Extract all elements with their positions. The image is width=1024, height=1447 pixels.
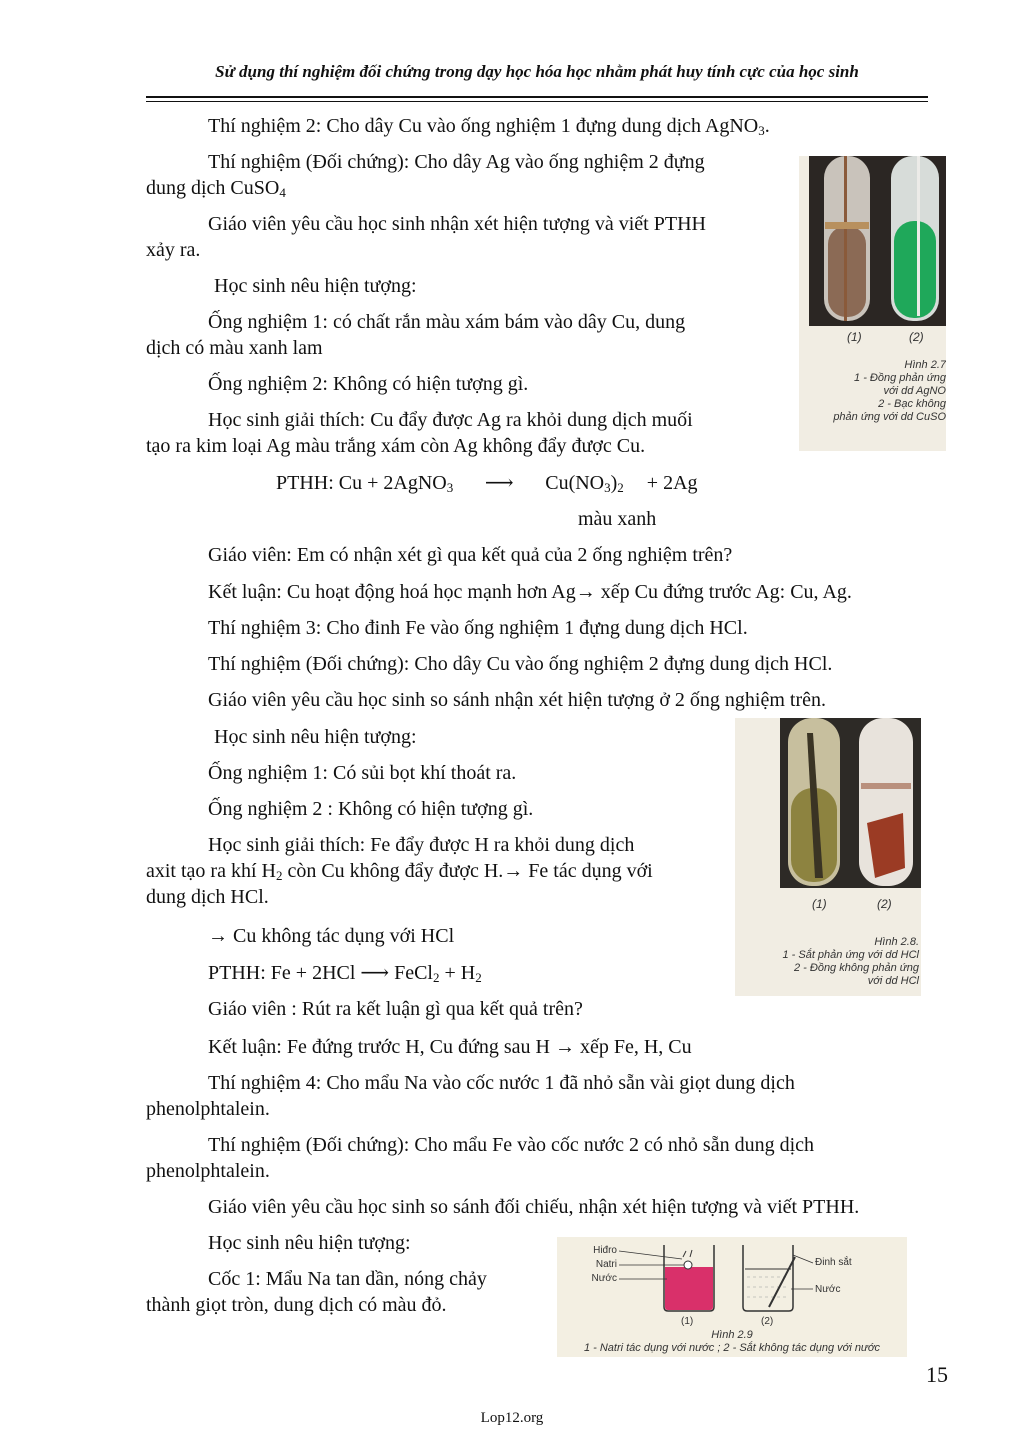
paragraph-line: thành giọt tròn, dung dịch có màu đỏ. [146,1294,447,1316]
paragraph-line: Học sinh nêu hiện tượng: [214,726,417,748]
paragraph-line: xảy ra. [146,239,201,261]
fig-label-2: (2) [761,1316,774,1327]
paragraph-line: Ống nghiệm 1: có chất rắn màu xám bám vào dây Cu, dung [208,311,686,333]
fig-caption: Hình 2.9 1 - Natri tác dụng với nước ; 2 - Sắt không tác dụng với nước [583,1329,881,1354]
label-nuoc: Nước [591,1273,617,1284]
test-tubes-photo [735,718,921,893]
figure-2-9 [557,1237,907,1357]
fig-label-2: (2) [909,330,924,344]
paragraph-line: Giáo viên yêu cầu học sinh nhận xét hiện tượng và viết PTHH [208,213,706,235]
fig-label-2: (2) [877,897,892,911]
paragraph-line: → Cu không tác dụng với HCl [208,925,455,947]
paragraph-line: Học sinh nêu hiện tượng: [214,275,417,297]
figure-2-8 [735,718,921,996]
paragraph-line: Giáo viên: Em có nhận xét gì qua kết quả của 2 ống nghiệm trên? [208,544,733,566]
equation-1: PTHH: Cu + 2AgNO$_3$ ⟶ $Cu(NO_3)_2 + 2Ag$ [276,472,698,495]
paragraph-line: Học sinh giải thích: Cu đẩy được Ag ra khỏi dung dịch muối [208,409,693,431]
paragraph-line: dung dịch CuSO$_4$ [146,177,286,200]
paragraph-line: Giáo viên yêu cầu học sinh so sánh nhận xét hiện tượng ở 2 ống nghiệm trên. [208,689,826,711]
header-rule-thick [146,96,928,98]
paragraph-line: dịch có màu xanh lam [146,337,323,359]
paragraph-line: phenolphtalein. [146,1098,270,1120]
paragraph-line: Thí nghiệm 4: Cho mẩu Na vào cốc nước 1 đã nhỏ sẵn vài giọt dung dịch [208,1072,795,1094]
paragraph-line: phenolphtalein. [146,1160,270,1182]
paragraph-line: tạo ra kim loại Ag màu trắng xám còn Ag không đẩy được Cu. [146,435,646,457]
label-natri: Natri [595,1259,617,1270]
paragraph-line: axit tạo ra khí $H_2$ còn Cu không đẩy được H.→ Fe tác dụng với [146,860,653,883]
paragraph-line: Ống nghiệm 2: Không có hiện tượng gì. [208,373,529,395]
paragraph-line: dung dịch HCl. [146,886,269,908]
paragraph-line: Học sinh giải thích: Fe đẩy được H ra khỏi dung dịch [208,834,635,856]
label-hidro: Hiđro [593,1245,617,1256]
header-rule-thin [146,101,928,102]
paragraph-line: Giáo viên : Rút ra kết luận gì qua kết quả trên? [208,998,583,1020]
fig-label-1: (1) [847,330,862,344]
fig-caption: Hình 2.7 1 - Đồng phản ứng với dd AgNO 2 - Bạc không phản ứng với dd CuSO [833,359,946,423]
label-dinh-sat: Đinh sắt [815,1257,852,1268]
footer-site: Lop12.org [480,1410,544,1426]
paragraph-line: Giáo viên yêu cầu học sinh so sánh đối chiếu, nhận xét hiện tượng và viết PTHH. [208,1196,860,1218]
paragraph-line: Kết luận: Fe đứng trước H, Cu đứng sau H → xếp Fe, H, Cu [208,1036,692,1058]
paragraph-line: Thí nghiệm 2: Cho dây Cu vào ống nghiệm 1 đựng dung dịch AgNO$_3$. [208,115,770,138]
label-nuoc: Nước [815,1284,841,1295]
fig-label-1: (1) [681,1316,694,1327]
equation-2: PTHH: Fe + 2HCl ⟶ FeCl$_2$ + $H_2$ [208,962,482,985]
paragraph-line: Thí nghiệm 3: Cho đinh Fe vào ống nghiệm 1 đựng dung dịch HCl. [208,617,748,639]
paragraph-line: Học sinh nêu hiện tượng: [208,1232,411,1254]
page-number: 15 [926,1362,948,1387]
paragraph-line: Ống nghiệm 2 : Không có hiện tượng gì. [208,798,534,820]
fig-caption: Hình 2.8. 1 - Sắt phản ứng với dd HCl 2 - Đồng không phản ứng với dd HCl [782,936,919,987]
paragraph-line: Ống nghiệm 1: Có sủi bọt khí thoát ra. [208,762,517,784]
paragraph-line: Thí nghiệm (Đối chứng): Cho dây Ag vào ống nghiệm 2 đựng [208,151,705,173]
paragraph-line: Kết luận: Cu hoạt động hoá học mạnh hơn Ag→ xếp Cu đứng trước Ag: Cu, Ag. [208,581,852,603]
fig-label-1: (1) [812,897,827,911]
figure-2-7 [799,156,946,451]
equation-note: màu xanh [578,508,657,530]
test-tubes-photo [799,156,946,336]
running-header: Sử dụng thí nghiệm đối chứng trong dạy học hóa học nhằm phát huy tính cực của học sinh [215,62,859,81]
paragraph-line: Cốc 1: Mẩu Na tan dần, nóng chảy [208,1268,487,1290]
paragraph-line: Thí nghiệm (Đối chứng): Cho mẩu Fe vào cốc nước 2 có nhỏ sẵn dung dịch [208,1134,815,1156]
paragraph-line: Thí nghiệm (Đối chứng): Cho dây Cu vào ống nghiệm 2 đựng dung dịch HCl. [208,653,833,675]
